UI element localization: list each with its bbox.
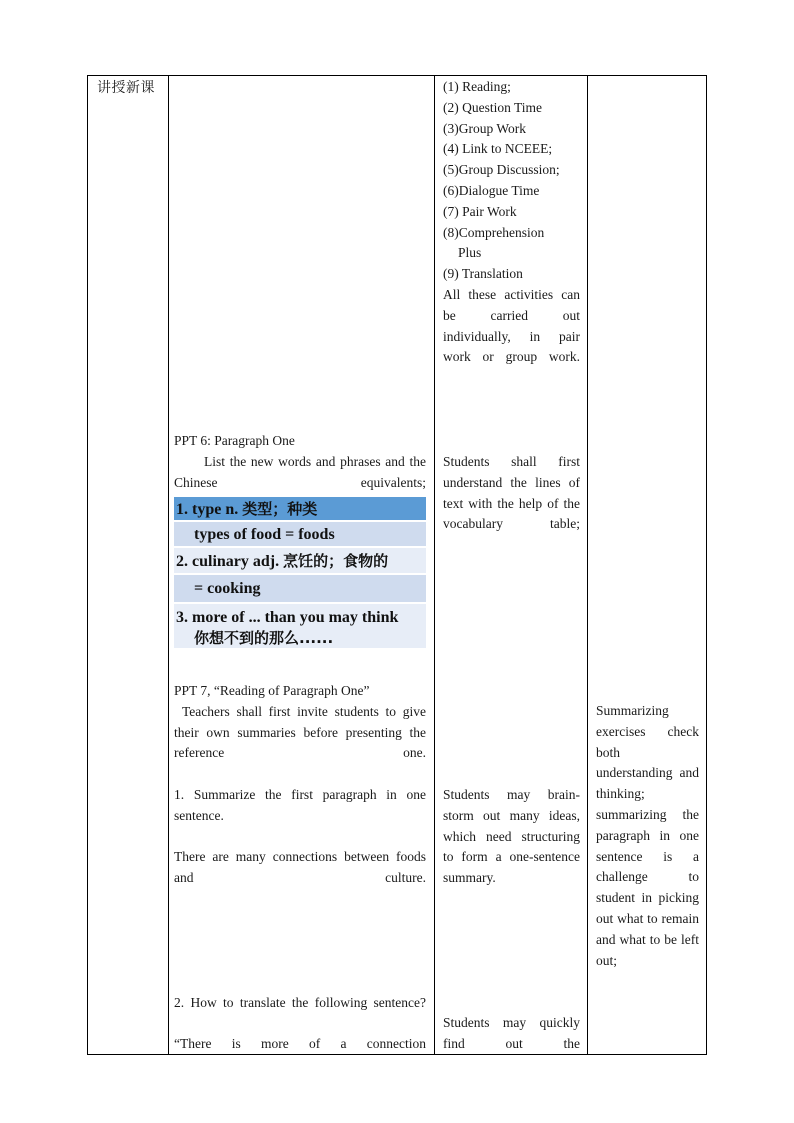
column-divider bbox=[434, 76, 435, 1054]
vocab-row bbox=[174, 575, 426, 604]
ppt6-student-note: Students shall first understand the lines of text with the help of the vocabulary table; bbox=[443, 454, 580, 532]
activity-item: (8)Comprehension bbox=[443, 224, 545, 240]
activity-item: (6)Dialogue Time bbox=[443, 182, 540, 198]
vocab-row bbox=[174, 548, 426, 575]
vocab-row bbox=[174, 497, 426, 522]
vocab-row bbox=[174, 522, 426, 548]
vocab-meaning: 类型；种类 bbox=[242, 500, 318, 518]
vocab-row bbox=[174, 604, 426, 650]
ppt7-block bbox=[174, 681, 426, 764]
vocab-meaning: 烹饪的；食物的 bbox=[283, 552, 389, 570]
activity-item: (1) Reading; bbox=[443, 79, 511, 94]
activity-item: (2) Question Time bbox=[443, 99, 543, 115]
ppt7-purpose: Summarizing exercises check both understanding and thinking; summarizing the paragraph in one sentence is a challenge to student in picking out what to remain and what to be left out; bbox=[596, 703, 699, 968]
ppt7-answer1: There are many connections between foods and culture. bbox=[174, 849, 426, 885]
activity-item: Plus bbox=[458, 245, 482, 261]
vocab-meaning: 你想不到的那么...... bbox=[194, 629, 334, 647]
ppt6-title: PPT 6: Paragraph One bbox=[174, 433, 295, 448]
ppt7-task2: 2. How to translate the following sentence? bbox=[174, 995, 426, 1010]
vocab-term: 3. more of ... than you may think bbox=[176, 609, 399, 626]
vocab-example: types of food = foods bbox=[194, 526, 335, 543]
activity-list bbox=[443, 77, 580, 368]
activity-item: (5)Group Discussion; bbox=[443, 162, 560, 178]
activity-item: (4) Link to NCEEE; bbox=[443, 141, 553, 157]
ppt6-block bbox=[174, 431, 426, 493]
column-divider bbox=[168, 76, 169, 1054]
ppt7-student-note-2: Students may quickly find out the bbox=[443, 1015, 580, 1051]
ppt7-quote: “There is more of a connection bbox=[174, 1036, 426, 1051]
activity-item: (7) Pair Work bbox=[443, 203, 517, 219]
activities-note: All these activities can be carried out individually, in pair work or group work. bbox=[443, 286, 580, 365]
section-label: 讲授新课 bbox=[97, 80, 155, 96]
ppt7-instruction: Teachers shall first invite students to give their own summaries before presenting the reference one. bbox=[174, 703, 426, 761]
ppt7-title: PPT 7, “Reading of Paragraph One” bbox=[174, 683, 370, 698]
lesson-plan-table bbox=[87, 75, 707, 1055]
vocab-term: 1. type n. bbox=[176, 501, 239, 518]
column-divider bbox=[587, 76, 588, 1054]
vocab-example: = cooking bbox=[194, 580, 261, 597]
ppt7-student-note: Students may brain-storm out many ideas, which need structuring to form a one-sentence summary. bbox=[443, 787, 580, 886]
activity-item: (3)Group Work bbox=[443, 120, 527, 136]
vocab-term: 2. culinary adj. bbox=[176, 553, 280, 570]
ppt6-instruction: List the new words and phrases and the Chinese equivalents; bbox=[174, 453, 426, 490]
ppt7-task1: 1. Summarize the first paragraph in one sentence. bbox=[174, 787, 426, 823]
vocabulary-table bbox=[174, 497, 426, 650]
activity-item: (9) Translation bbox=[443, 266, 523, 282]
